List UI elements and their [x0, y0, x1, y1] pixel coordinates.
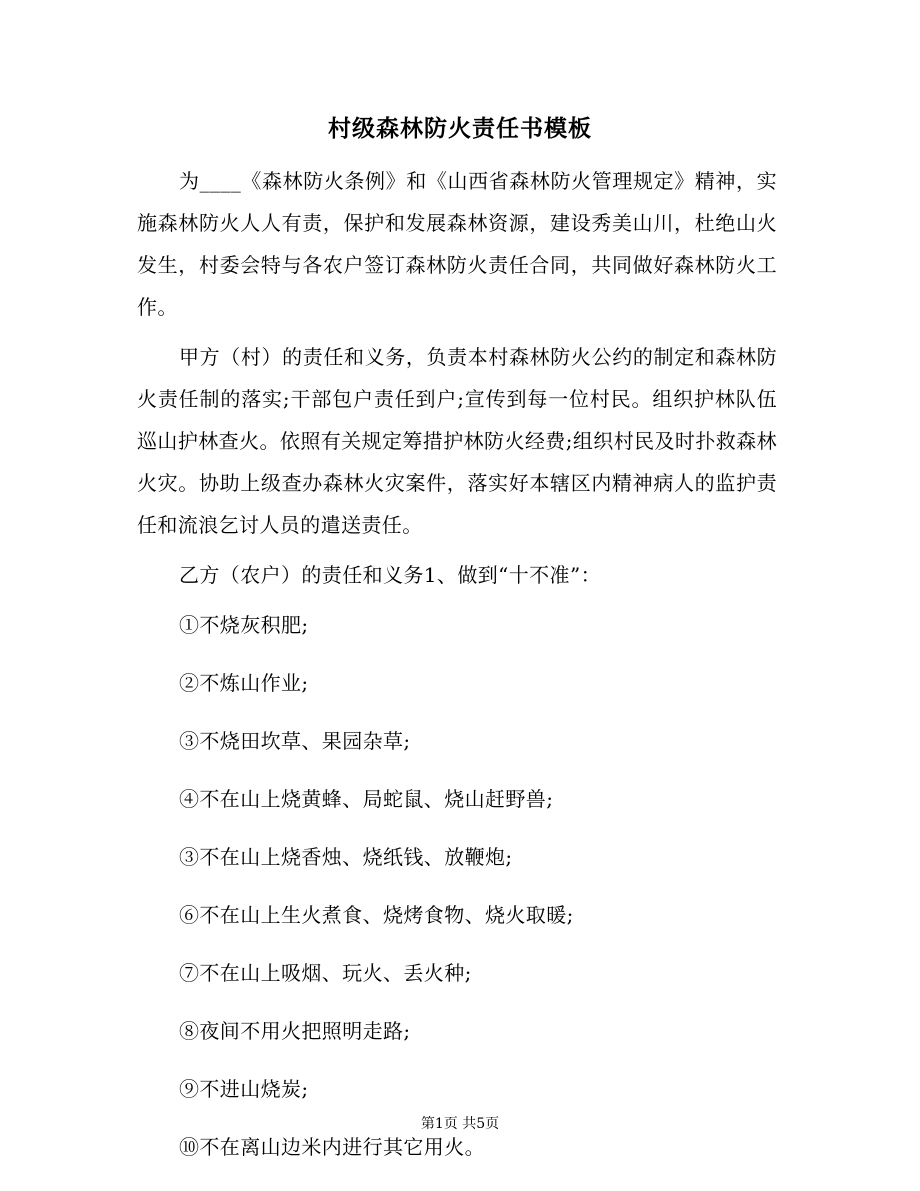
- list-item: ③不在山上烧香烛、烧纸钱、放鞭炮;: [179, 845, 513, 869]
- list-item: ④不在山上烧黄蜂、局蛇鼠、烧山赶野兽;: [179, 787, 554, 811]
- list-item: ⑩不在离山边米内进行其它用火。: [179, 1135, 485, 1159]
- list-item: ⑨不进山烧炭;: [179, 1077, 309, 1101]
- paragraph-party-a: 甲方（村）的责任和义务，负责本村森林防火公约的制定和森林防火责任制的落实;干部包户责任到户;宣传到每一位村民。组织护林队伍巡山护林查火。依照有关规定筹措护林防火经费;组织村民及时扑救森林火灾。协助上级查办森林火灾案件，落实好本辖区内精神病人的监护责任和流浪乞讨人员的遣送责任。: [137, 345, 777, 537]
- list-item: ⑥不在山上生火煮食、烧烤食物、烧火取暖;: [179, 903, 574, 927]
- list-item: ②不炼山作业;: [179, 671, 309, 695]
- page-number-footer: 第1页 共5页: [420, 1116, 500, 1132]
- document-title: 村级森林防火责任书模板: [328, 115, 592, 142]
- list-item: ③不烧田坎草、果园杂草;: [179, 729, 411, 753]
- document-body: [137, 160, 777, 1184]
- list-item: ⑦不在山上吸烟、玩火、丢火种;: [179, 961, 472, 985]
- paragraph-party-b-intro: 乙方（农户）的责任和义务1、做到“十不准”：: [179, 563, 601, 587]
- paragraph-intro: 为____《森林防火条例》和《山西省森林防火管理规定》精神，实施森林防火人人有责，保护和发展森林资源，建设秀美山川，杜绝山火发生，村委会特与各农户签订森林防火责任合同，共同做好森林防火工作。: [137, 169, 777, 319]
- list-item: ⑧夜间不用火把照明走路;: [179, 1019, 411, 1043]
- list-item: ①不烧灰积肥;: [179, 613, 309, 637]
